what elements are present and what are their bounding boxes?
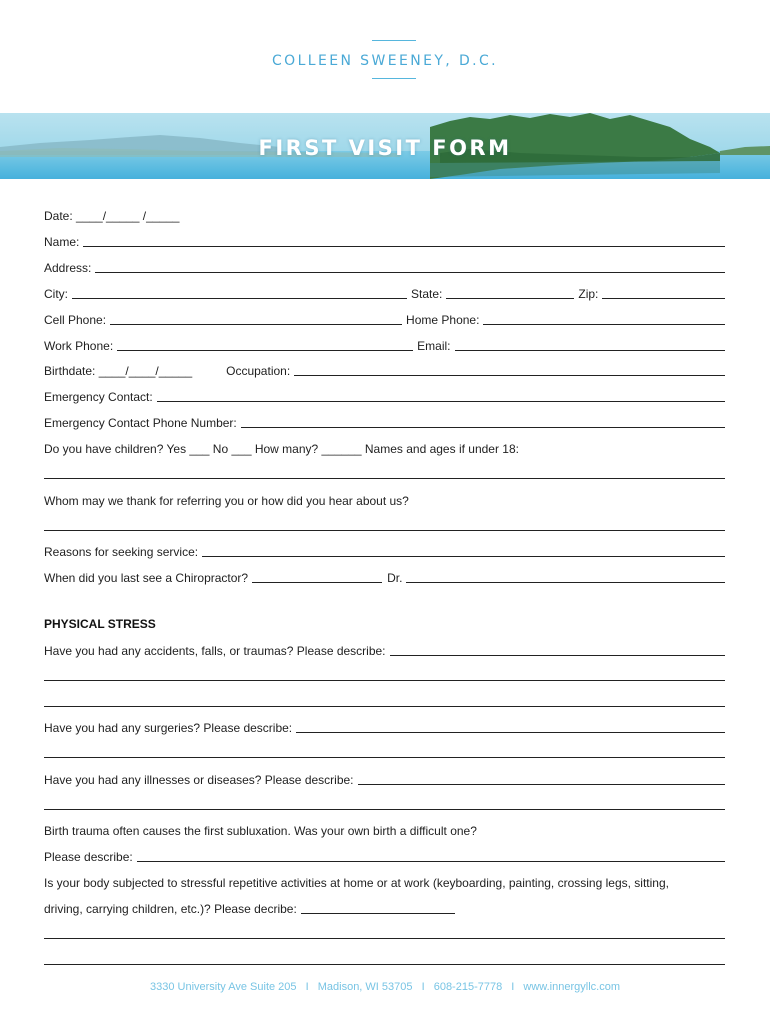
- emergency-phone-label: Emergency Contact Phone Number:: [44, 416, 237, 430]
- occupation-label: Occupation:: [226, 364, 291, 378]
- accidents-row: [44, 642, 725, 658]
- home-phone-label: Home Phone:: [406, 313, 480, 327]
- referral-answer-line[interactable]: [44, 530, 725, 531]
- children-answer-line[interactable]: [44, 478, 725, 479]
- city-label: City:: [44, 287, 68, 301]
- repetitive-answer-line-1[interactable]: [44, 938, 725, 939]
- referral-label: Whom may we thank for referring you or how did you hear about us?: [44, 494, 409, 508]
- children-label: Do you have children? Yes ___ No ___ How many? ______ Names and ages if under 18:: [44, 442, 519, 456]
- footer-address: 3330 University Ave Suite 205: [149, 981, 297, 993]
- name-row: [44, 233, 725, 249]
- last-chiro-row: [44, 569, 725, 585]
- date-row: [44, 207, 725, 223]
- footer-website-link[interactable]: www.innergyllc.com: [523, 981, 620, 993]
- footer-contact: [0, 981, 770, 993]
- address-row: [44, 259, 725, 275]
- repetitive-row-2: [44, 900, 725, 916]
- physical-stress-heading: PHYSICAL STRESS: [44, 617, 156, 631]
- dr-field[interactable]: [406, 572, 725, 583]
- illnesses-field[interactable]: [358, 774, 725, 785]
- footer-separator: I: [305, 981, 309, 993]
- birth-trauma-label: Birth trauma often causes the first subluxation. Was your own birth a difficult one?: [44, 824, 477, 838]
- accidents-label: Have you had any accidents, falls, or traumas? Please describe:: [44, 644, 386, 658]
- repetitive-field[interactable]: [301, 903, 455, 914]
- last-chiro-field[interactable]: [252, 572, 382, 583]
- cell-phone-label: Cell Phone:: [44, 313, 107, 327]
- home-phone-field[interactable]: [483, 314, 725, 325]
- footer-separator: I: [511, 981, 515, 993]
- emergency-contact-field[interactable]: [157, 391, 725, 402]
- address-label: Address:: [44, 261, 92, 275]
- zip-field[interactable]: [602, 288, 725, 299]
- phone-row: [44, 311, 725, 327]
- date-label: Date: ____/_____ /_____: [44, 209, 180, 223]
- illnesses-label: Have you had any illnesses or diseases? Please describe:: [44, 773, 354, 787]
- logo-text: COLLEEN SWEENEY, D.C.: [271, 53, 499, 69]
- illnesses-row: [44, 771, 725, 787]
- accidents-answer-line-2[interactable]: [44, 706, 725, 707]
- please-describe-row: [44, 848, 725, 864]
- repetitive-row: [44, 874, 730, 890]
- surgeries-row: [44, 719, 725, 735]
- city-field[interactable]: [72, 288, 407, 299]
- name-field[interactable]: [83, 236, 725, 247]
- work-email-row: [44, 337, 725, 353]
- please-describe-label: Please describe:: [44, 850, 133, 864]
- reasons-field[interactable]: [202, 546, 725, 557]
- birth-trauma-row: [44, 822, 725, 838]
- lake-banner: [0, 113, 770, 179]
- repetitive-answer-line-2[interactable]: [44, 964, 725, 965]
- surgeries-answer-line[interactable]: [44, 757, 725, 758]
- dr-label: Dr.: [387, 571, 403, 585]
- illnesses-answer-line[interactable]: [44, 809, 725, 810]
- state-field[interactable]: [446, 288, 574, 299]
- logo-bottom-rule: [372, 78, 416, 79]
- emergency-contact-row: [44, 388, 725, 404]
- work-phone-field[interactable]: [117, 340, 413, 351]
- reasons-label: Reasons for seeking service:: [44, 545, 199, 559]
- children-row: [44, 440, 725, 456]
- repetitive-label-2: driving, carrying children, etc.)? Please decribe:: [44, 902, 297, 916]
- work-phone-label: Work Phone:: [44, 339, 114, 353]
- address-field[interactable]: [95, 262, 725, 273]
- birthdate-row: [44, 362, 725, 378]
- footer-separator: I: [421, 981, 425, 993]
- accidents-field[interactable]: [390, 645, 725, 656]
- cell-phone-field[interactable]: [110, 314, 402, 325]
- accidents-answer-line-1[interactable]: [44, 680, 725, 681]
- form-title: FIRST VISIT FORM: [258, 136, 512, 160]
- emergency-contact-label: Emergency Contact:: [44, 390, 153, 404]
- occupation-field[interactable]: [294, 365, 725, 376]
- zip-label: Zip:: [578, 287, 599, 301]
- email-field[interactable]: [455, 340, 726, 351]
- email-label: Email:: [417, 339, 451, 353]
- last-chiro-label: When did you last see a Chiropractor?: [44, 571, 249, 585]
- emergency-phone-row: [44, 414, 725, 430]
- emergency-phone-field[interactable]: [241, 417, 725, 428]
- birth-trauma-field[interactable]: [137, 851, 725, 862]
- name-label: Name:: [44, 235, 80, 249]
- footer-city: Madison, WI 53705: [317, 981, 413, 993]
- footer-phone: 608-215-7778: [433, 981, 503, 993]
- surgeries-field[interactable]: [296, 722, 725, 733]
- surgeries-label: Have you had any surgeries? Please describe:: [44, 721, 293, 735]
- logo-top-rule: [372, 40, 416, 41]
- birthdate-label: Birthdate: ____/____/_____: [44, 364, 193, 378]
- city-state-zip-row: [44, 285, 725, 301]
- repetitive-label: Is your body subjected to stressful repetitive activities at home or at work (keyboarding, painting, crossing legs, sitting,: [44, 876, 669, 890]
- state-label: State:: [411, 287, 443, 301]
- referral-row: [44, 492, 725, 508]
- reasons-row: [44, 543, 725, 559]
